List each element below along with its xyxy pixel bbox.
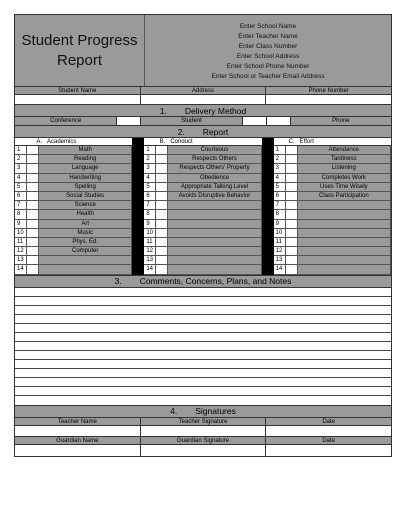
row-number: 13 (15, 256, 27, 264)
grade-box[interactable] (286, 174, 298, 182)
row-number: 1 (15, 146, 27, 154)
report-row (274, 164, 391, 173)
report-item (298, 265, 391, 273)
report-item (168, 247, 261, 255)
report-row (15, 183, 132, 192)
report-row (15, 201, 132, 210)
report-item (168, 238, 261, 246)
school-email-field[interactable]: Enter School or Teacher Email Address (211, 73, 325, 80)
report-item: Tardiness (298, 155, 391, 163)
row-number: 3 (144, 164, 156, 172)
report-item (168, 256, 261, 264)
report-item: Obedience (168, 174, 261, 182)
row-number: 13 (144, 256, 156, 264)
row-number: 11 (15, 238, 27, 246)
report-row (15, 164, 132, 173)
delivery-option-student (140, 117, 265, 125)
column-letter: B. (159, 139, 166, 145)
report-item (168, 210, 261, 218)
report-column-academics (15, 138, 132, 275)
report-item: Listening (298, 164, 391, 172)
report-item (298, 201, 391, 209)
row-number: 8 (144, 210, 156, 218)
grade-box[interactable] (286, 164, 298, 172)
column-label: Effort (299, 139, 314, 145)
report-item (298, 210, 391, 218)
report-row (144, 192, 261, 201)
teacher-name-label: Teacher Name (15, 418, 141, 425)
signatures-section-title (15, 406, 391, 418)
report-item (168, 229, 261, 237)
grade-box[interactable] (27, 238, 39, 246)
grade-box[interactable] (27, 229, 39, 237)
report-item: Respects Others' Property (168, 164, 261, 172)
row-number: 14 (274, 265, 286, 273)
report-row (15, 229, 132, 238)
report-item: Uses Time Wisely (298, 183, 391, 191)
signatures-number: 4. (170, 406, 178, 417)
column-divider (262, 138, 274, 275)
grade-box[interactable] (156, 220, 168, 228)
row-number: 3 (274, 164, 286, 172)
report-item (298, 238, 391, 246)
grade-box[interactable] (286, 229, 298, 237)
row-number: 5 (15, 183, 27, 191)
row-number: 8 (15, 210, 27, 218)
report-item: Appropriate Talking Level (168, 183, 261, 191)
row-number: 10 (15, 229, 27, 237)
guardian-name-field[interactable] (15, 445, 141, 456)
delivery-section-title (15, 105, 391, 117)
comment-line[interactable] (15, 369, 391, 378)
report-item: Class Participation (298, 192, 391, 200)
row-number: 12 (144, 247, 156, 255)
report-item: Art (39, 220, 132, 228)
report-column-header (15, 138, 132, 146)
delivery-title: Delivery Method (184, 105, 247, 116)
report-item: Reading (39, 155, 132, 163)
row-number: 14 (15, 265, 27, 273)
comment-line[interactable] (15, 288, 391, 297)
grade-box[interactable] (27, 201, 39, 209)
row-number: 2 (15, 155, 27, 163)
grade-box[interactable] (27, 247, 39, 255)
report-row (15, 256, 132, 265)
grade-box[interactable] (27, 164, 39, 172)
report-row (15, 174, 132, 183)
guardian-date-label: Date (322, 437, 336, 444)
report-row (274, 183, 391, 192)
grade-box[interactable] (156, 164, 168, 172)
column-letter: A. (36, 139, 42, 145)
grade-box[interactable] (286, 183, 298, 191)
report-row (144, 201, 261, 210)
form-header (15, 15, 391, 87)
report-row (274, 201, 391, 210)
class-number-field[interactable]: Enter Class Number (238, 43, 298, 50)
grade-box[interactable] (156, 183, 168, 191)
signature-labels-row2 (15, 437, 391, 445)
grade-box[interactable] (156, 247, 168, 255)
report-item: Attendance (298, 146, 391, 154)
delivery-options (15, 117, 391, 126)
report-row (274, 256, 391, 265)
conference-label: Conference (15, 117, 116, 125)
report-column-effort (274, 138, 391, 275)
row-number: 13 (274, 256, 286, 264)
grade-box[interactable] (27, 256, 39, 264)
grade-box[interactable] (27, 155, 39, 163)
report-row (144, 265, 261, 274)
row-number: 11 (144, 238, 156, 246)
report-row (144, 164, 261, 173)
grade-box[interactable] (156, 210, 168, 218)
comment-line[interactable] (15, 333, 391, 342)
report-item (39, 265, 132, 273)
grade-box[interactable] (156, 201, 168, 209)
report-item (168, 201, 261, 209)
report-row (274, 155, 391, 164)
address-label: Address (141, 87, 267, 94)
report-item (168, 265, 261, 273)
comments-section-title (15, 276, 391, 288)
row-number: 5 (144, 183, 156, 191)
grade-box[interactable] (286, 256, 298, 264)
comment-line[interactable] (15, 351, 391, 360)
report-item: Science (39, 201, 132, 209)
comment-line[interactable] (15, 396, 391, 405)
comment-line[interactable] (15, 378, 391, 387)
row-number: 5 (274, 183, 286, 191)
grade-box[interactable] (27, 183, 39, 191)
report-item: Language (39, 164, 132, 172)
signature-fields-row2 (15, 445, 391, 456)
column-label: Conduct (170, 139, 193, 145)
grade-box[interactable] (286, 146, 298, 154)
phone-checkbox[interactable] (266, 117, 290, 125)
row-number: 4 (144, 174, 156, 182)
report-row (144, 183, 261, 192)
row-number: 3 (15, 164, 27, 172)
column-label: Academics (47, 139, 77, 145)
report-row (144, 174, 261, 183)
form-title-line1: Student Progress (21, 31, 138, 49)
report-row (15, 210, 132, 219)
row-number: 1 (274, 146, 286, 154)
address-field[interactable] (141, 95, 267, 104)
report-row (15, 220, 132, 229)
teacher-date-label: Date (322, 418, 336, 425)
report-column-header (144, 138, 261, 146)
report-item: Music (39, 229, 132, 237)
report-item: Math (39, 146, 132, 154)
school-info[interactable] (145, 15, 391, 86)
report-item: Social Studies (39, 192, 132, 200)
teacher-signature-field[interactable] (141, 426, 267, 436)
report-grid (15, 138, 391, 276)
conference-checkbox[interactable] (116, 117, 140, 125)
grade-box[interactable] (286, 265, 298, 273)
row-number: 6 (15, 192, 27, 200)
comment-line[interactable] (15, 360, 391, 369)
report-row (274, 192, 391, 201)
student-checkbox[interactable] (242, 117, 266, 125)
report-item (298, 220, 391, 228)
column-divider (132, 138, 144, 275)
grade-box[interactable] (286, 238, 298, 246)
phone-number-field[interactable] (266, 95, 391, 104)
grade-box[interactable] (286, 201, 298, 209)
report-row (144, 220, 261, 229)
row-number: 8 (274, 210, 286, 218)
student-name-field[interactable] (15, 95, 141, 104)
grade-box[interactable] (27, 146, 39, 154)
report-row (144, 155, 261, 164)
report-number: 2. (177, 126, 185, 137)
report-row (274, 174, 391, 183)
report-row (274, 229, 391, 238)
comment-line[interactable] (15, 324, 391, 333)
report-row (274, 220, 391, 229)
grade-box[interactable] (27, 174, 39, 182)
row-number: 9 (274, 220, 286, 228)
teacher-signature-label: Teacher Signature (141, 418, 267, 425)
report-row (15, 192, 132, 201)
report-item (39, 256, 132, 264)
report-row (144, 146, 261, 155)
report-item: Courteous (168, 146, 261, 154)
report-row (15, 238, 132, 247)
report-row (144, 238, 261, 247)
school-name-field[interactable]: Enter School Name (239, 23, 297, 30)
row-number: 6 (274, 192, 286, 200)
comments-number: 3. (114, 276, 122, 287)
row-number: 7 (15, 201, 27, 209)
guardian-date-field[interactable] (266, 445, 391, 456)
report-row (274, 210, 391, 219)
report-row (15, 247, 132, 256)
report-item: Avoids Disruptive Behavior (168, 192, 261, 200)
report-row (144, 210, 261, 219)
row-number: 6 (144, 192, 156, 200)
row-number: 12 (15, 247, 27, 255)
row-number: 2 (274, 155, 286, 163)
report-item (298, 247, 391, 255)
report-item (168, 220, 261, 228)
report-item (298, 229, 391, 237)
row-number: 7 (274, 201, 286, 209)
grade-box[interactable] (27, 210, 39, 218)
grade-box[interactable] (156, 238, 168, 246)
report-row (144, 247, 261, 256)
grade-box[interactable] (27, 192, 39, 200)
report-column-header (274, 138, 391, 146)
report-row (15, 265, 132, 274)
signature-fields-row1 (15, 426, 391, 437)
report-row (274, 238, 391, 247)
delivery-number: 1. (159, 105, 167, 116)
grade-box[interactable] (27, 265, 39, 273)
report-title: Report (202, 126, 229, 137)
report-section-title (15, 126, 391, 138)
comment-line[interactable] (15, 342, 391, 351)
row-number: 2 (144, 155, 156, 163)
teacher-date-field[interactable] (266, 426, 391, 436)
title-box (15, 15, 145, 86)
guardian-signature-label: Guardian Signature (141, 437, 267, 444)
report-item: Health (39, 210, 132, 218)
report-row (144, 256, 261, 265)
row-number: 11 (274, 238, 286, 246)
row-number: 9 (15, 220, 27, 228)
comment-line[interactable] (15, 387, 391, 396)
report-item: Phys. Ed. (39, 238, 132, 246)
report-column-conduct (144, 138, 261, 275)
phone-label: Phone (290, 117, 391, 125)
teacher-name-field[interactable] (15, 426, 141, 436)
phone-number-label: Phone Number (308, 88, 349, 94)
signatures-title: Signatures (195, 406, 236, 417)
student-info-fields (15, 95, 391, 105)
row-number: 4 (274, 174, 286, 182)
grade-box[interactable] (286, 192, 298, 200)
student-name-label: Student Name (15, 87, 141, 94)
row-number: 1 (144, 146, 156, 154)
comment-line[interactable] (15, 306, 391, 315)
comments-area[interactable] (15, 288, 391, 406)
report-item: Completes Work (298, 174, 391, 182)
student-info-labels (15, 87, 391, 95)
report-item: Handwriting (39, 174, 132, 182)
report-item: Spelling (39, 183, 132, 191)
grade-box[interactable] (156, 155, 168, 163)
report-row (15, 146, 132, 155)
row-number: 7 (144, 201, 156, 209)
delivery-option-phone (266, 117, 391, 125)
form-title-line2: Report (56, 51, 103, 69)
row-number: 9 (144, 220, 156, 228)
grade-box[interactable] (156, 146, 168, 154)
report-item: Computer (39, 247, 132, 255)
report-item: Respects Others (168, 155, 261, 163)
report-row (274, 265, 391, 274)
row-number: 12 (274, 247, 286, 255)
grade-box[interactable] (156, 192, 168, 200)
grade-box[interactable] (286, 247, 298, 255)
grade-box[interactable] (286, 220, 298, 228)
row-number: 4 (15, 174, 27, 182)
signature-labels-row1 (15, 418, 391, 426)
column-letter: C. (288, 139, 295, 145)
grade-box[interactable] (156, 229, 168, 237)
row-number: 10 (144, 229, 156, 237)
guardian-name-label: Guardian Name (15, 437, 141, 444)
grade-box[interactable] (27, 220, 39, 228)
row-number: 10 (274, 229, 286, 237)
guardian-signature-field[interactable] (141, 445, 267, 456)
delivery-option-conference (15, 117, 140, 125)
progress-report-form (14, 14, 392, 457)
report-row (274, 247, 391, 256)
grade-box[interactable] (286, 155, 298, 163)
row-number: 14 (144, 265, 156, 273)
report-row (274, 146, 391, 155)
comment-line[interactable] (15, 297, 391, 306)
school-address-field[interactable]: Enter School Address (236, 53, 300, 60)
report-row (15, 155, 132, 164)
report-item (298, 256, 391, 264)
teacher-name-field[interactable]: Enter Teacher Name (238, 33, 298, 40)
school-phone-field[interactable]: Enter School Phone Number (226, 63, 310, 70)
grade-box[interactable] (156, 256, 168, 264)
student-label: Student (140, 117, 241, 125)
report-row (144, 229, 261, 238)
grade-box[interactable] (156, 265, 168, 273)
comments-title: Comments, Concerns, Plans, and Notes (139, 276, 292, 287)
comment-line[interactable] (15, 315, 391, 324)
grade-box[interactable] (156, 174, 168, 182)
grade-box[interactable] (286, 210, 298, 218)
